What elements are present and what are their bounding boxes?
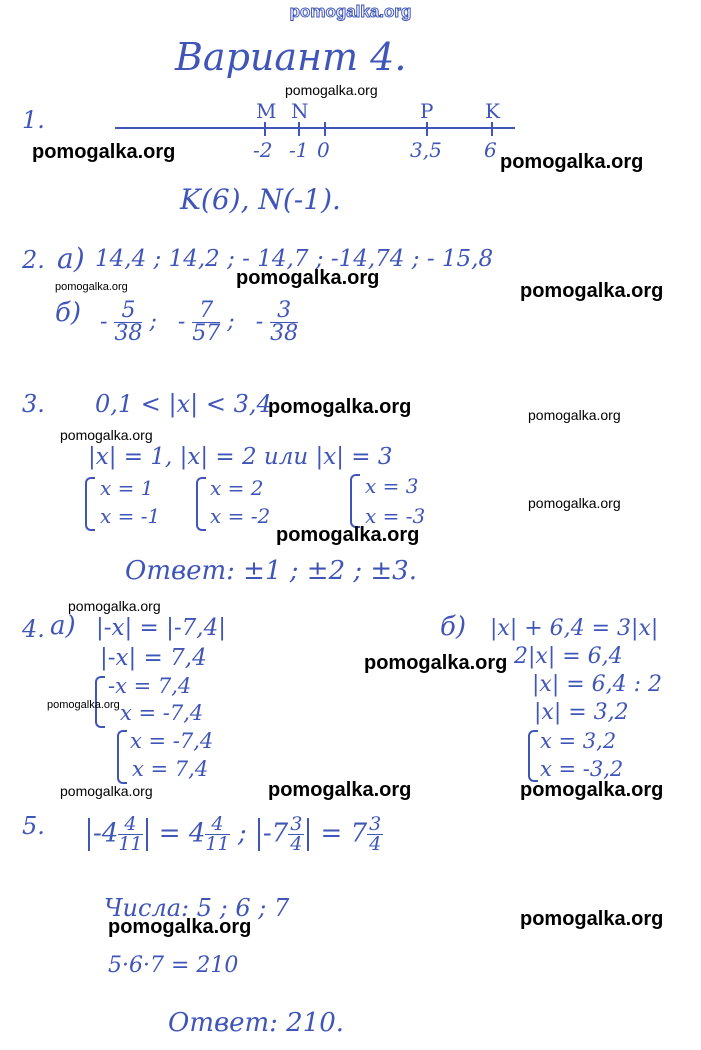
task2-a-values: 14,4 ; 14,2 ; - 14,7 ; -14,74 ; - 15,8 bbox=[95, 246, 494, 272]
task5-equation: -4 $\frac{4}{11}$ = 4 $\frac{4}{11}$ ; -7 $\frac{3}{4}$ = 7 $\frac{3}{4}$ bbox=[85, 815, 383, 854]
point-label-k: K bbox=[485, 99, 500, 123]
system-line: x = 3,2 bbox=[540, 729, 617, 753]
task4-number: 4. bbox=[22, 615, 45, 643]
tick-label: -1 bbox=[289, 138, 309, 162]
task2-b-label: б) bbox=[55, 298, 82, 328]
task1-number: 1. bbox=[22, 106, 45, 134]
watermark: pomogalka.org bbox=[68, 598, 161, 614]
task2-a-label: а) bbox=[57, 242, 85, 275]
watermark: pomogalka.org bbox=[500, 151, 644, 173]
tick-label: 6 bbox=[484, 138, 497, 162]
watermark: pomogalka.org bbox=[520, 908, 664, 930]
system-line: -x = 7,4 bbox=[108, 674, 192, 698]
system-line: x = 2 bbox=[210, 476, 264, 500]
system-line: x = 1 bbox=[100, 476, 154, 500]
tick-label: 0 bbox=[317, 138, 330, 162]
point-label-m: M bbox=[256, 99, 277, 123]
task5-product: 5·6·7 = 210 bbox=[108, 953, 239, 978]
task4-a-line: |-x| = 7,4 bbox=[100, 645, 207, 671]
system-line: x = -1 bbox=[100, 504, 161, 528]
watermark: pomogalka.org bbox=[60, 783, 153, 799]
task5-number: 5. bbox=[22, 812, 45, 840]
task5-numbers: Числа: 5 ; 6 ; 7 bbox=[104, 894, 290, 922]
watermark-top: pomogalka.org bbox=[289, 2, 412, 21]
watermark: pomogalka.org bbox=[364, 652, 508, 674]
system-brace bbox=[85, 477, 95, 531]
watermark: pomogalka.org bbox=[520, 280, 664, 302]
task3-cases: |x| = 1, |x| = 2 или |x| = 3 bbox=[88, 444, 393, 470]
task4-b-line: 2|x| = 6,4 bbox=[514, 644, 623, 669]
system-line: x = 3 bbox=[365, 474, 419, 498]
task4-b-label: б) bbox=[440, 612, 467, 642]
tick-label: -2 bbox=[253, 138, 273, 162]
task4-b-line: |x| + 6,4 = 3|x| bbox=[490, 616, 659, 641]
task3-number: 3. bbox=[22, 390, 45, 418]
watermark: pomogalka.org bbox=[60, 427, 153, 443]
page-title: Вариант 4. bbox=[175, 35, 407, 79]
system-line: x = -3 bbox=[365, 504, 426, 528]
system-line: x = -7,4 bbox=[120, 701, 204, 725]
watermark: pomogalka.org bbox=[236, 267, 380, 289]
task5-answer: Ответ: 210. bbox=[168, 1008, 345, 1038]
system-line: x = 7,4 bbox=[132, 757, 209, 781]
point-label-n: N bbox=[291, 99, 309, 123]
task1-answer: K(6), N(-1). bbox=[180, 183, 341, 216]
watermark: pomogalka.org bbox=[528, 407, 621, 423]
task3-inequality: 0,1 < |x| < 3,4 bbox=[95, 390, 272, 418]
task3-answer: Ответ: ±1 ; ±2 ; ±3. bbox=[125, 556, 417, 586]
task2-fractions: - $\frac{5}{38}$ ; - $\frac{7}{57}$ ; - $\frac{3}{38}$ bbox=[100, 298, 299, 346]
watermark: pomogalka.org bbox=[47, 699, 120, 711]
watermark: pomogalka.org bbox=[108, 916, 252, 938]
system-brace bbox=[117, 730, 127, 784]
point-label-p: P bbox=[420, 99, 434, 123]
task4-b-line: |x| = 3,2 bbox=[534, 700, 629, 725]
watermark: pomogalka.org bbox=[268, 779, 412, 801]
watermark: pomogalka.org bbox=[276, 524, 420, 546]
watermark: pomogalka.org bbox=[520, 779, 664, 801]
system-brace bbox=[350, 474, 360, 528]
watermark: pomogalka.org bbox=[285, 82, 378, 98]
system-line: x = -3,2 bbox=[540, 757, 624, 781]
watermark: pomogalka.org bbox=[268, 396, 412, 418]
tick-label: 3,5 bbox=[410, 138, 442, 162]
task4-a-label: а) bbox=[50, 611, 76, 641]
system-line: x = -2 bbox=[210, 504, 271, 528]
watermark: pomogalka.org bbox=[55, 281, 128, 293]
system-line: x = -7,4 bbox=[130, 729, 214, 753]
system-brace bbox=[528, 730, 538, 782]
task2-number: 2. bbox=[22, 246, 45, 274]
watermark: pomogalka.org bbox=[32, 141, 176, 163]
task4-a-line: |-x| = |-7,4| bbox=[96, 615, 226, 641]
task4-b-line: |x| = 6,4 : 2 bbox=[532, 672, 663, 697]
watermark: pomogalka.org bbox=[528, 495, 621, 511]
system-brace bbox=[196, 477, 206, 531]
